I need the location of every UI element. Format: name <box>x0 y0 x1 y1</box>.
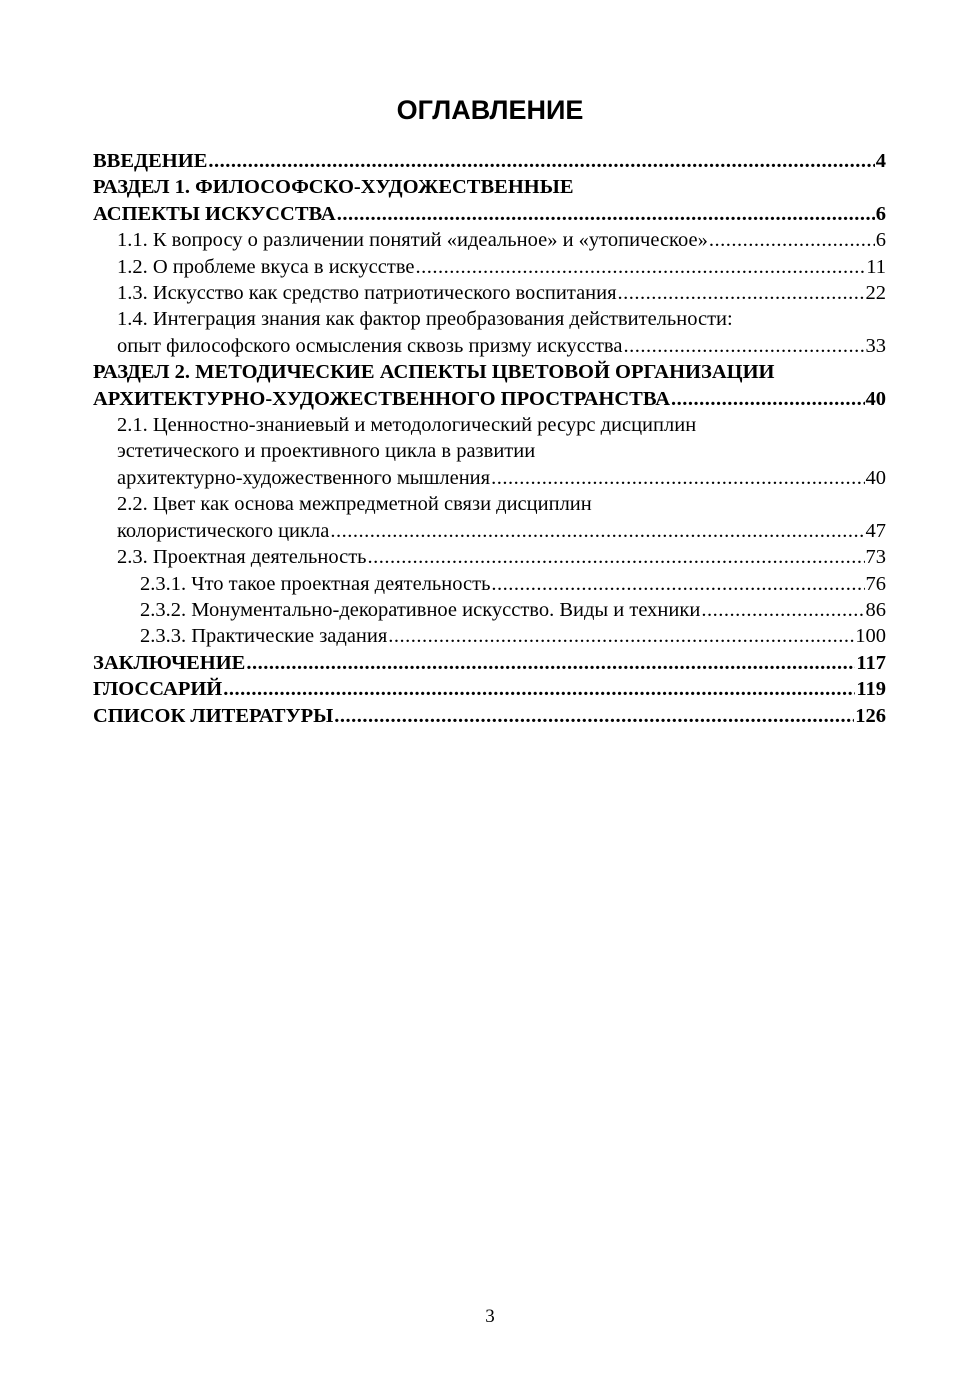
toc-entry-title-line: 1.2. О проблеме вкуса в искусстве <box>117 255 415 278</box>
toc-entry-line <box>117 544 886 570</box>
dot-leader <box>330 518 864 544</box>
toc-entry-page: 76 <box>865 572 886 595</box>
toc-entry-title-line: 1.4. Интеграция знания как фактор преобразования действительности: <box>117 308 733 331</box>
toc-entry-page: 47 <box>865 519 886 542</box>
toc-entry[interactable] <box>93 623 886 649</box>
toc-entry[interactable] <box>93 597 886 623</box>
toc-entry-title-line: ЗАКЛЮЧЕНИЕ <box>93 651 246 674</box>
toc-entry-title-line: 2.3.2. Монументально-декоративное искусство. Виды и техники <box>140 598 701 621</box>
toc-entry-page: 6 <box>875 229 886 252</box>
toc-entry-page: 100 <box>855 625 886 648</box>
dot-leader <box>709 227 875 253</box>
toc-entry-line <box>93 201 886 227</box>
toc-entry-page: 117 <box>856 651 886 674</box>
dot-leader <box>491 465 864 491</box>
dot-leader <box>671 386 864 412</box>
toc-entry[interactable] <box>93 650 886 676</box>
toc-entry-title-line: 2.3.1. Что такое проектная деятельность <box>140 572 491 595</box>
toc-entry-line <box>117 465 886 491</box>
toc-entry-page: 22 <box>865 282 886 305</box>
toc-entry-page: 86 <box>865 598 886 621</box>
toc-entry-page: 119 <box>856 678 886 701</box>
dot-leader <box>701 597 864 623</box>
toc-entry-title-line: архитектурно-художественного мышления <box>117 466 491 489</box>
toc-entry-title-line: эстетического и проективного цикла в развитии <box>117 440 536 463</box>
toc-entry-title-line: ГЛОССАРИЙ <box>93 678 223 701</box>
dot-leader <box>618 280 865 306</box>
toc-entry-line <box>140 623 886 649</box>
toc-entry[interactable] <box>93 306 886 359</box>
toc-entry[interactable] <box>93 544 886 570</box>
dot-leader <box>368 544 865 570</box>
dot-leader <box>334 703 854 729</box>
toc-entry-title-line: 2.1. Ценностно-знаниевый и методологический ресурс дисциплин <box>117 414 697 437</box>
toc-entry-title-line: опыт философского осмысления сквозь призму искусства <box>117 334 623 357</box>
toc-entry-title-line: 1.3. Искусство как средство патриотического воспитания <box>117 282 617 305</box>
dot-leader <box>208 148 874 174</box>
toc-entry-page: 40 <box>865 387 886 410</box>
toc-entry-title-line: колористического цикла <box>117 519 330 542</box>
toc-entry-line <box>117 254 886 280</box>
toc-entry[interactable] <box>93 703 886 729</box>
toc-entry[interactable] <box>93 491 886 544</box>
toc-entry-page: 126 <box>855 704 886 727</box>
toc-entry[interactable] <box>93 148 886 174</box>
toc-entry-page: 6 <box>875 202 886 225</box>
dot-leader <box>388 623 854 649</box>
toc-entry[interactable] <box>93 571 886 597</box>
toc-entry-line <box>93 676 886 702</box>
toc-entry-title-line: АРХИТЕКТУРНО-ХУДОЖЕСТВЕННОГО ПРОСТРАНСТВА <box>93 387 671 410</box>
dot-leader <box>337 201 875 227</box>
toc-entry[interactable] <box>93 676 886 702</box>
toc-entry-title-line: РАЗДЕЛ 2. МЕТОДИЧЕСКИЕ АСПЕКТЫ ЦВЕТОВОЙ ОРГАНИЗАЦИИ <box>93 361 775 384</box>
dot-leader <box>491 571 864 597</box>
toc-entry-title-line: РАЗДЕЛ 1. ФИЛОСОФСКО-ХУДОЖЕСТВЕННЫЕ <box>93 176 574 199</box>
toc-entry-page: 40 <box>865 466 886 489</box>
toc-entry-page: 11 <box>866 255 886 278</box>
dot-leader <box>623 333 864 359</box>
toc-entry-line <box>93 650 886 676</box>
page-number: 3 <box>485 1306 495 1327</box>
toc-entry-line <box>117 518 886 544</box>
toc-entry[interactable] <box>93 359 886 412</box>
toc-entry-line <box>117 227 886 253</box>
dot-leader <box>223 676 855 702</box>
toc-entry-page: 33 <box>865 334 886 357</box>
toc-entry[interactable] <box>93 280 886 306</box>
toc-entry-line <box>93 703 886 729</box>
toc-entry-title-line: АСПЕКТЫ ИСКУССТВА <box>93 202 336 225</box>
dot-leader <box>246 650 855 676</box>
toc-entry-title-line: 2.3. Проектная деятельность <box>117 546 367 569</box>
toc-entry-line <box>140 597 886 623</box>
toc-entry-line <box>93 386 886 412</box>
toc-entry[interactable] <box>93 412 886 491</box>
dot-leader <box>416 254 866 280</box>
toc-entry-line <box>140 571 886 597</box>
toc-entry[interactable] <box>93 254 886 280</box>
toc-entry-line <box>93 148 886 174</box>
toc-entry-page: 4 <box>875 150 886 172</box>
toc-entry-title-line: 2.2. Цвет как основа межпредметной связи дисциплин <box>117 493 592 516</box>
toc-entry-title-line: 2.3.3. Практические задания <box>140 625 388 648</box>
toc-entry-page: 73 <box>865 546 886 569</box>
toc-entry-line <box>117 280 886 306</box>
page-title: ОГЛАВЛЕНИЕ <box>396 95 584 125</box>
toc-entry-line <box>117 333 886 359</box>
toc-entry-title-line: СПИСОК ЛИТЕРАТУРЫ <box>93 704 334 727</box>
toc-entry[interactable] <box>93 227 886 253</box>
toc-entry-title-line: ВВЕДЕНИЕ <box>93 150 208 172</box>
table-of-contents <box>93 148 886 729</box>
toc-entry-title-line: 1.1. К вопросу о различении понятий «идеальное» и «утопическое» <box>117 229 708 252</box>
toc-entry[interactable] <box>93 174 886 227</box>
